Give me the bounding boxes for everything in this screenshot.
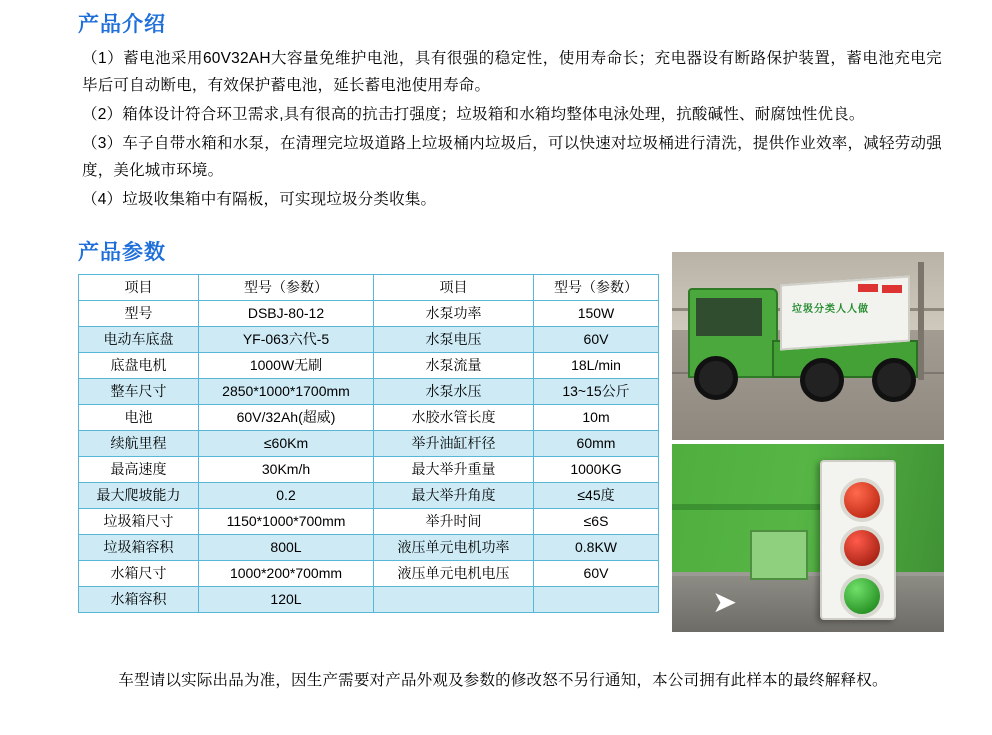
table-cell xyxy=(374,587,534,613)
table-cell: 120L xyxy=(199,587,374,613)
box-slogan-text: 垃圾分类人人做 xyxy=(792,304,869,315)
table-row xyxy=(79,483,659,509)
table-cell: 0.2 xyxy=(199,483,374,509)
table-row xyxy=(79,457,659,483)
green-push-button-icon xyxy=(840,574,884,618)
table-cell: 1150*1000*700mm xyxy=(199,509,374,535)
truck-wheel xyxy=(872,358,916,402)
table-header-cell: 项目 xyxy=(374,275,534,301)
table-cell: 0.8KW xyxy=(534,535,659,561)
table-cell: 最高速度 xyxy=(79,457,199,483)
table-cell: 60V xyxy=(534,561,659,587)
intro-paragraph-4: （4）垃圾收集箱中有隔板，可实现垃圾分类收集。 xyxy=(82,191,437,208)
table-row xyxy=(79,405,659,431)
table-cell: 举升时间 xyxy=(374,509,534,535)
table-header-row xyxy=(79,275,659,301)
truck-wheel xyxy=(800,358,844,402)
table-cell: 垃圾箱容积 xyxy=(79,535,199,561)
photo-side-panel xyxy=(750,530,808,580)
product-photo-truck xyxy=(672,252,944,440)
table-cell: 13~15公斤 xyxy=(534,379,659,405)
table-cell: 最大爬坡能力 xyxy=(79,483,199,509)
table-cell: 2850*1000*1700mm xyxy=(199,379,374,405)
table-cell xyxy=(534,587,659,613)
table-cell: 150W xyxy=(534,301,659,327)
table-cell: 18L/min xyxy=(534,353,659,379)
table-row xyxy=(79,301,659,327)
table-cell: ≤45度 xyxy=(534,483,659,509)
box-red-marker xyxy=(882,285,902,293)
intro-paragraph-1: （1）蓄电池采用60V32AH大容量免维护电池，具有很强的稳定性，使用寿命长；充电器设有断路保护装置，蓄电池充电完毕后可自动断电，有效保护蓄电池，延长蓄电池使用寿命。 xyxy=(82,50,942,94)
table-cell: 60mm xyxy=(534,431,659,457)
table-cell: 底盘电机 xyxy=(79,353,199,379)
table-cell: 1000*200*700mm xyxy=(199,561,374,587)
table-cell: 电池 xyxy=(79,405,199,431)
table-cell: 水泵电压 xyxy=(374,327,534,353)
control-panel-box xyxy=(820,460,896,620)
table-row xyxy=(79,327,659,353)
table-header-cell: 项目 xyxy=(79,275,199,301)
table-cell: 水泵功率 xyxy=(374,301,534,327)
table-cell: 液压单元电机电压 xyxy=(374,561,534,587)
table-cell: 1000KG xyxy=(534,457,659,483)
params-section-title: 产品参数 xyxy=(78,241,166,264)
table-cell: 60V/32Ah(超威) xyxy=(199,405,374,431)
table-header-cell: 型号（参数） xyxy=(534,275,659,301)
photo-body-stripe xyxy=(672,504,820,510)
table-cell: 1000W无刷 xyxy=(199,353,374,379)
table-cell: 型号 xyxy=(79,301,199,327)
photo-ground-edge xyxy=(672,572,944,576)
table-cell: 电动车底盘 xyxy=(79,327,199,353)
table-cell: 最大举升重量 xyxy=(374,457,534,483)
table-row xyxy=(79,353,659,379)
table-cell: 水泵流量 xyxy=(374,353,534,379)
table-cell: 续航里程 xyxy=(79,431,199,457)
intro-paragraph-3: （3）车子自带水箱和水泵，在清理完垃圾道路上垃圾桶内垃圾后，可以快速对垃圾桶进行清洗，提供作业效率，减轻劳动强度，美化城市环境。 xyxy=(82,135,942,179)
table-cell: YF-063六代-5 xyxy=(199,327,374,353)
table-cell: 800L xyxy=(199,535,374,561)
footer-disclaimer: 车型请以实际出品为准，因生产需要对产品外观及参数的修改怒不另行通知，本公司拥有此样本的最终解释权。 xyxy=(118,672,888,689)
table-cell: 水箱容积 xyxy=(79,587,199,613)
table-row xyxy=(79,535,659,561)
table-row xyxy=(79,379,659,405)
table-cell: 30Km/h xyxy=(199,457,374,483)
table-cell: 整车尺寸 xyxy=(79,379,199,405)
intro-section-title: 产品介绍 xyxy=(78,13,166,36)
table-cell: 举升油缸杆径 xyxy=(374,431,534,457)
table-cell: 液压单元电机功率 xyxy=(374,535,534,561)
table-cell: ≤60Km xyxy=(199,431,374,457)
intro-paragraph-list xyxy=(82,45,942,215)
table-cell: 水胶水管长度 xyxy=(374,405,534,431)
table-row xyxy=(79,431,659,457)
spec-table xyxy=(78,274,659,613)
table-cell: DSBJ-80-12 xyxy=(199,301,374,327)
table-cell: 水箱尺寸 xyxy=(79,561,199,587)
intro-paragraph-2: （2）箱体设计符合环卫需求,具有很高的抗击打强度；垃圾箱和水箱均整体电泳处理，抗酸碱性、耐腐蚀性优良。 xyxy=(82,106,865,123)
truck-wheel xyxy=(694,356,738,400)
red-push-button-icon xyxy=(840,526,884,570)
table-cell: 最大举升角度 xyxy=(374,483,534,509)
table-cell: 垃圾箱尺寸 xyxy=(79,509,199,535)
table-row xyxy=(79,587,659,613)
emergency-stop-button-icon xyxy=(840,478,884,522)
table-row xyxy=(79,561,659,587)
truck-cab-window xyxy=(696,298,762,336)
photo-pole xyxy=(918,262,924,380)
table-row xyxy=(79,509,659,535)
table-cell: 10m xyxy=(534,405,659,431)
table-cell: ≤6S xyxy=(534,509,659,535)
product-photo-control-panel xyxy=(672,444,944,632)
table-cell: 水泵水压 xyxy=(374,379,534,405)
floor-arrow-icon: ➤ xyxy=(712,586,738,619)
box-red-marker xyxy=(858,284,878,292)
table-cell: 60V xyxy=(534,327,659,353)
table-header-cell: 型号（参数） xyxy=(199,275,374,301)
